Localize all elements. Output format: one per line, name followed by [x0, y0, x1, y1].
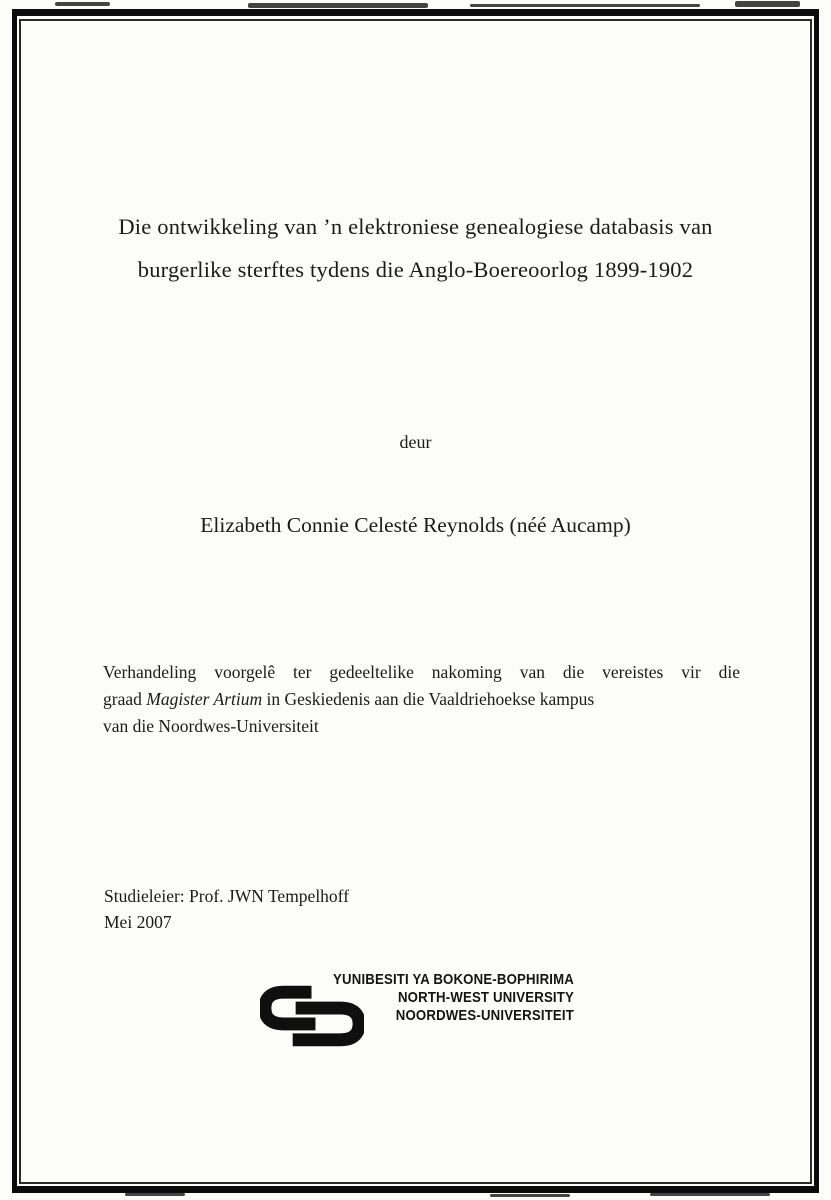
thesis-title — [0, 205, 831, 291]
declaration-line2-suffix: in Geskiedenis aan die Vaaldriehoekse kampus — [262, 689, 595, 709]
declaration-line3: van die Noordwes-Universiteit — [103, 716, 319, 736]
thesis-title-line1: Die ontwikkeling van ’n elektroniese genealogiese databasis van — [118, 214, 713, 239]
declaration-line2 — [103, 686, 740, 713]
scan-artifact — [735, 1, 800, 7]
scan-artifact — [490, 1194, 570, 1197]
university-logo-text — [319, 971, 574, 1025]
scan-artifact — [470, 4, 700, 7]
scan-artifact — [55, 2, 110, 6]
scan-artifact — [248, 3, 428, 8]
date-line: Mei 2007 — [104, 912, 172, 932]
thesis-title-line2: burgerlike sterftes tydens die Anglo-Boereoorlog 1899-1902 — [137, 257, 694, 282]
supervisor-block — [104, 883, 349, 935]
scan-artifact — [650, 1193, 770, 1196]
logo-line-afrikaans: NOORDWES-UNIVERSITEIT — [395, 1007, 574, 1024]
degree-name: Magister Artium — [146, 689, 263, 709]
scan-artifact — [125, 1193, 185, 1196]
supervisor-line: Studieleier: Prof. JWN Tempelhoff — [104, 886, 350, 906]
byline: deur — [399, 432, 432, 452]
logo-line-english: NORTH-WEST UNIVERSITY — [397, 989, 574, 1006]
declaration-line1: Verhandeling voorgelê ter gedeeltelike nakoming van die vereistes vir die — [103, 662, 740, 682]
author-name: Elizabeth Connie Celesté Reynolds (néé Aucamp) — [200, 513, 631, 537]
logo-line-setswana: YUNIBESITI YA BOKONE-BOPHIRIMA — [333, 971, 574, 988]
declaration-line2-prefix: graad — [103, 689, 147, 709]
degree-declaration — [103, 659, 740, 740]
